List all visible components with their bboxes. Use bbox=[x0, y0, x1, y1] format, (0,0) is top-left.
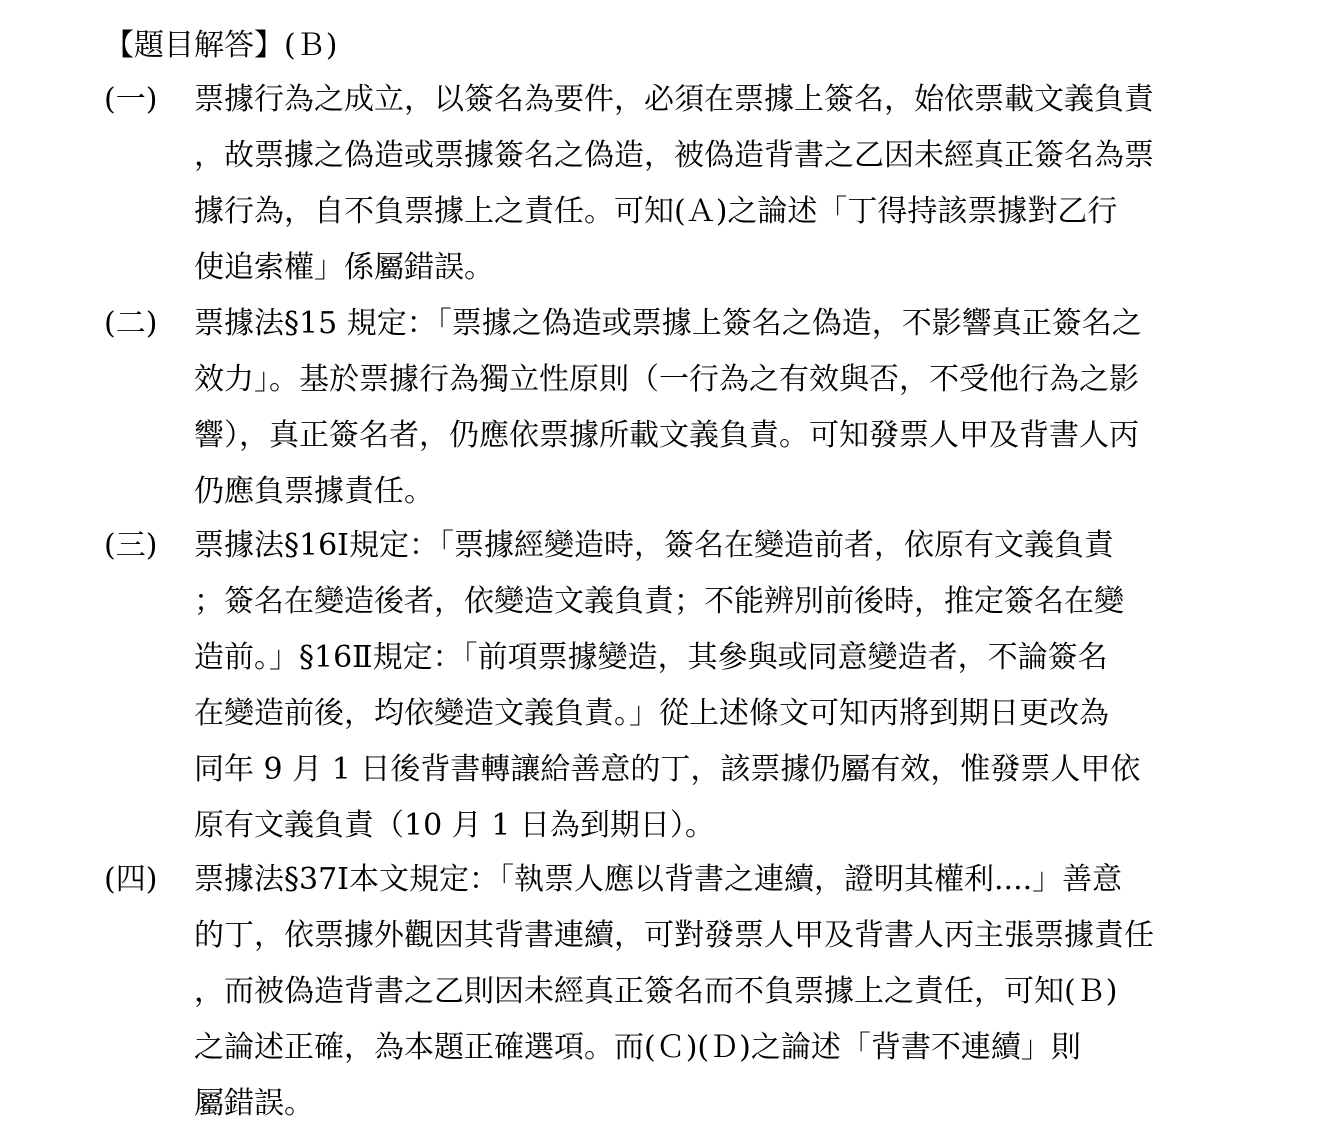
paragraph-line: ，故票據之偽造或票據簽名之偽造，被偽造背書之乙因未經真正簽名為票 bbox=[194, 138, 1154, 173]
paragraph-line: 據行為，自不負票據上之責任。可知(Ａ)之論述「丁得持該票據對乙行 bbox=[194, 194, 1118, 229]
section-marker: (三) bbox=[104, 528, 158, 563]
paragraph-line: 原有文義負責（10 月 1 日為到期日）。 bbox=[194, 808, 715, 843]
paragraph-line: 使追索權」係屬錯誤。 bbox=[194, 250, 494, 285]
paragraph-line: 之論述正確，為本題正確選項。而(Ｃ)(Ｄ)之論述「背書不連續」則 bbox=[194, 1030, 1081, 1065]
paragraph-line: 造前。」§16Ⅱ規定：「前項票據變造，其參與或同意變造者，不論簽名 bbox=[194, 640, 1108, 675]
paragraph-line: 的丁，依票據外觀因其背書連續，可對發票人甲及背書人丙主張票據責任 bbox=[194, 918, 1154, 953]
paragraph-line: 票據法§16Ⅰ規定：「票據經變造時，簽名在變造前者，依原有文義負責 bbox=[194, 528, 1115, 563]
section-marker: (一) bbox=[104, 82, 158, 117]
paragraph-line: 屬錯誤。 bbox=[194, 1086, 314, 1121]
paragraph-line: ，而被偽造背書之乙則因未經真正簽名而不負票據上之責任，可知(Ｂ) bbox=[194, 974, 1118, 1009]
section-marker: (四) bbox=[104, 862, 158, 897]
paragraph-line: 仍應負票據責任。 bbox=[194, 474, 434, 509]
paragraph-line: 票據法§15 規定：「票據之偽造或票據上簽名之偽造，不影響真正簽名之 bbox=[194, 306, 1142, 341]
paragraph-line: 票據法§37Ⅰ本文規定：「執票人應以背書之連續，證明其權利....」善意 bbox=[194, 862, 1123, 897]
paragraph-line: 響），真正簽名者，仍應依票據所載文義負責。可知發票人甲及背書人丙 bbox=[194, 418, 1139, 453]
paragraph-line: ；簽名在變造後者，依變造文義負責；不能辨別前後時，推定簽名在變 bbox=[194, 584, 1124, 619]
paragraph-line: 票據行為之成立，以簽名為要件，必須在票據上簽名，始依票載文義負責 bbox=[194, 82, 1154, 117]
paragraph-line: 效力」。基於票據行為獨立性原則（一行為之有效與否，不受他行為之影 bbox=[194, 362, 1139, 397]
section-marker: (二) bbox=[104, 306, 158, 341]
paragraph-line: 在變造前後，均依變造文義負責。」從上述條文可知丙將到期日更改為 bbox=[194, 696, 1109, 731]
answer-heading: 【題目解答】(Ｂ) bbox=[104, 28, 338, 63]
paragraph-line: 同年 9 月 1 日後背書轉讓給善意的丁，該票據仍屬有效，惟發票人甲依 bbox=[194, 752, 1141, 787]
